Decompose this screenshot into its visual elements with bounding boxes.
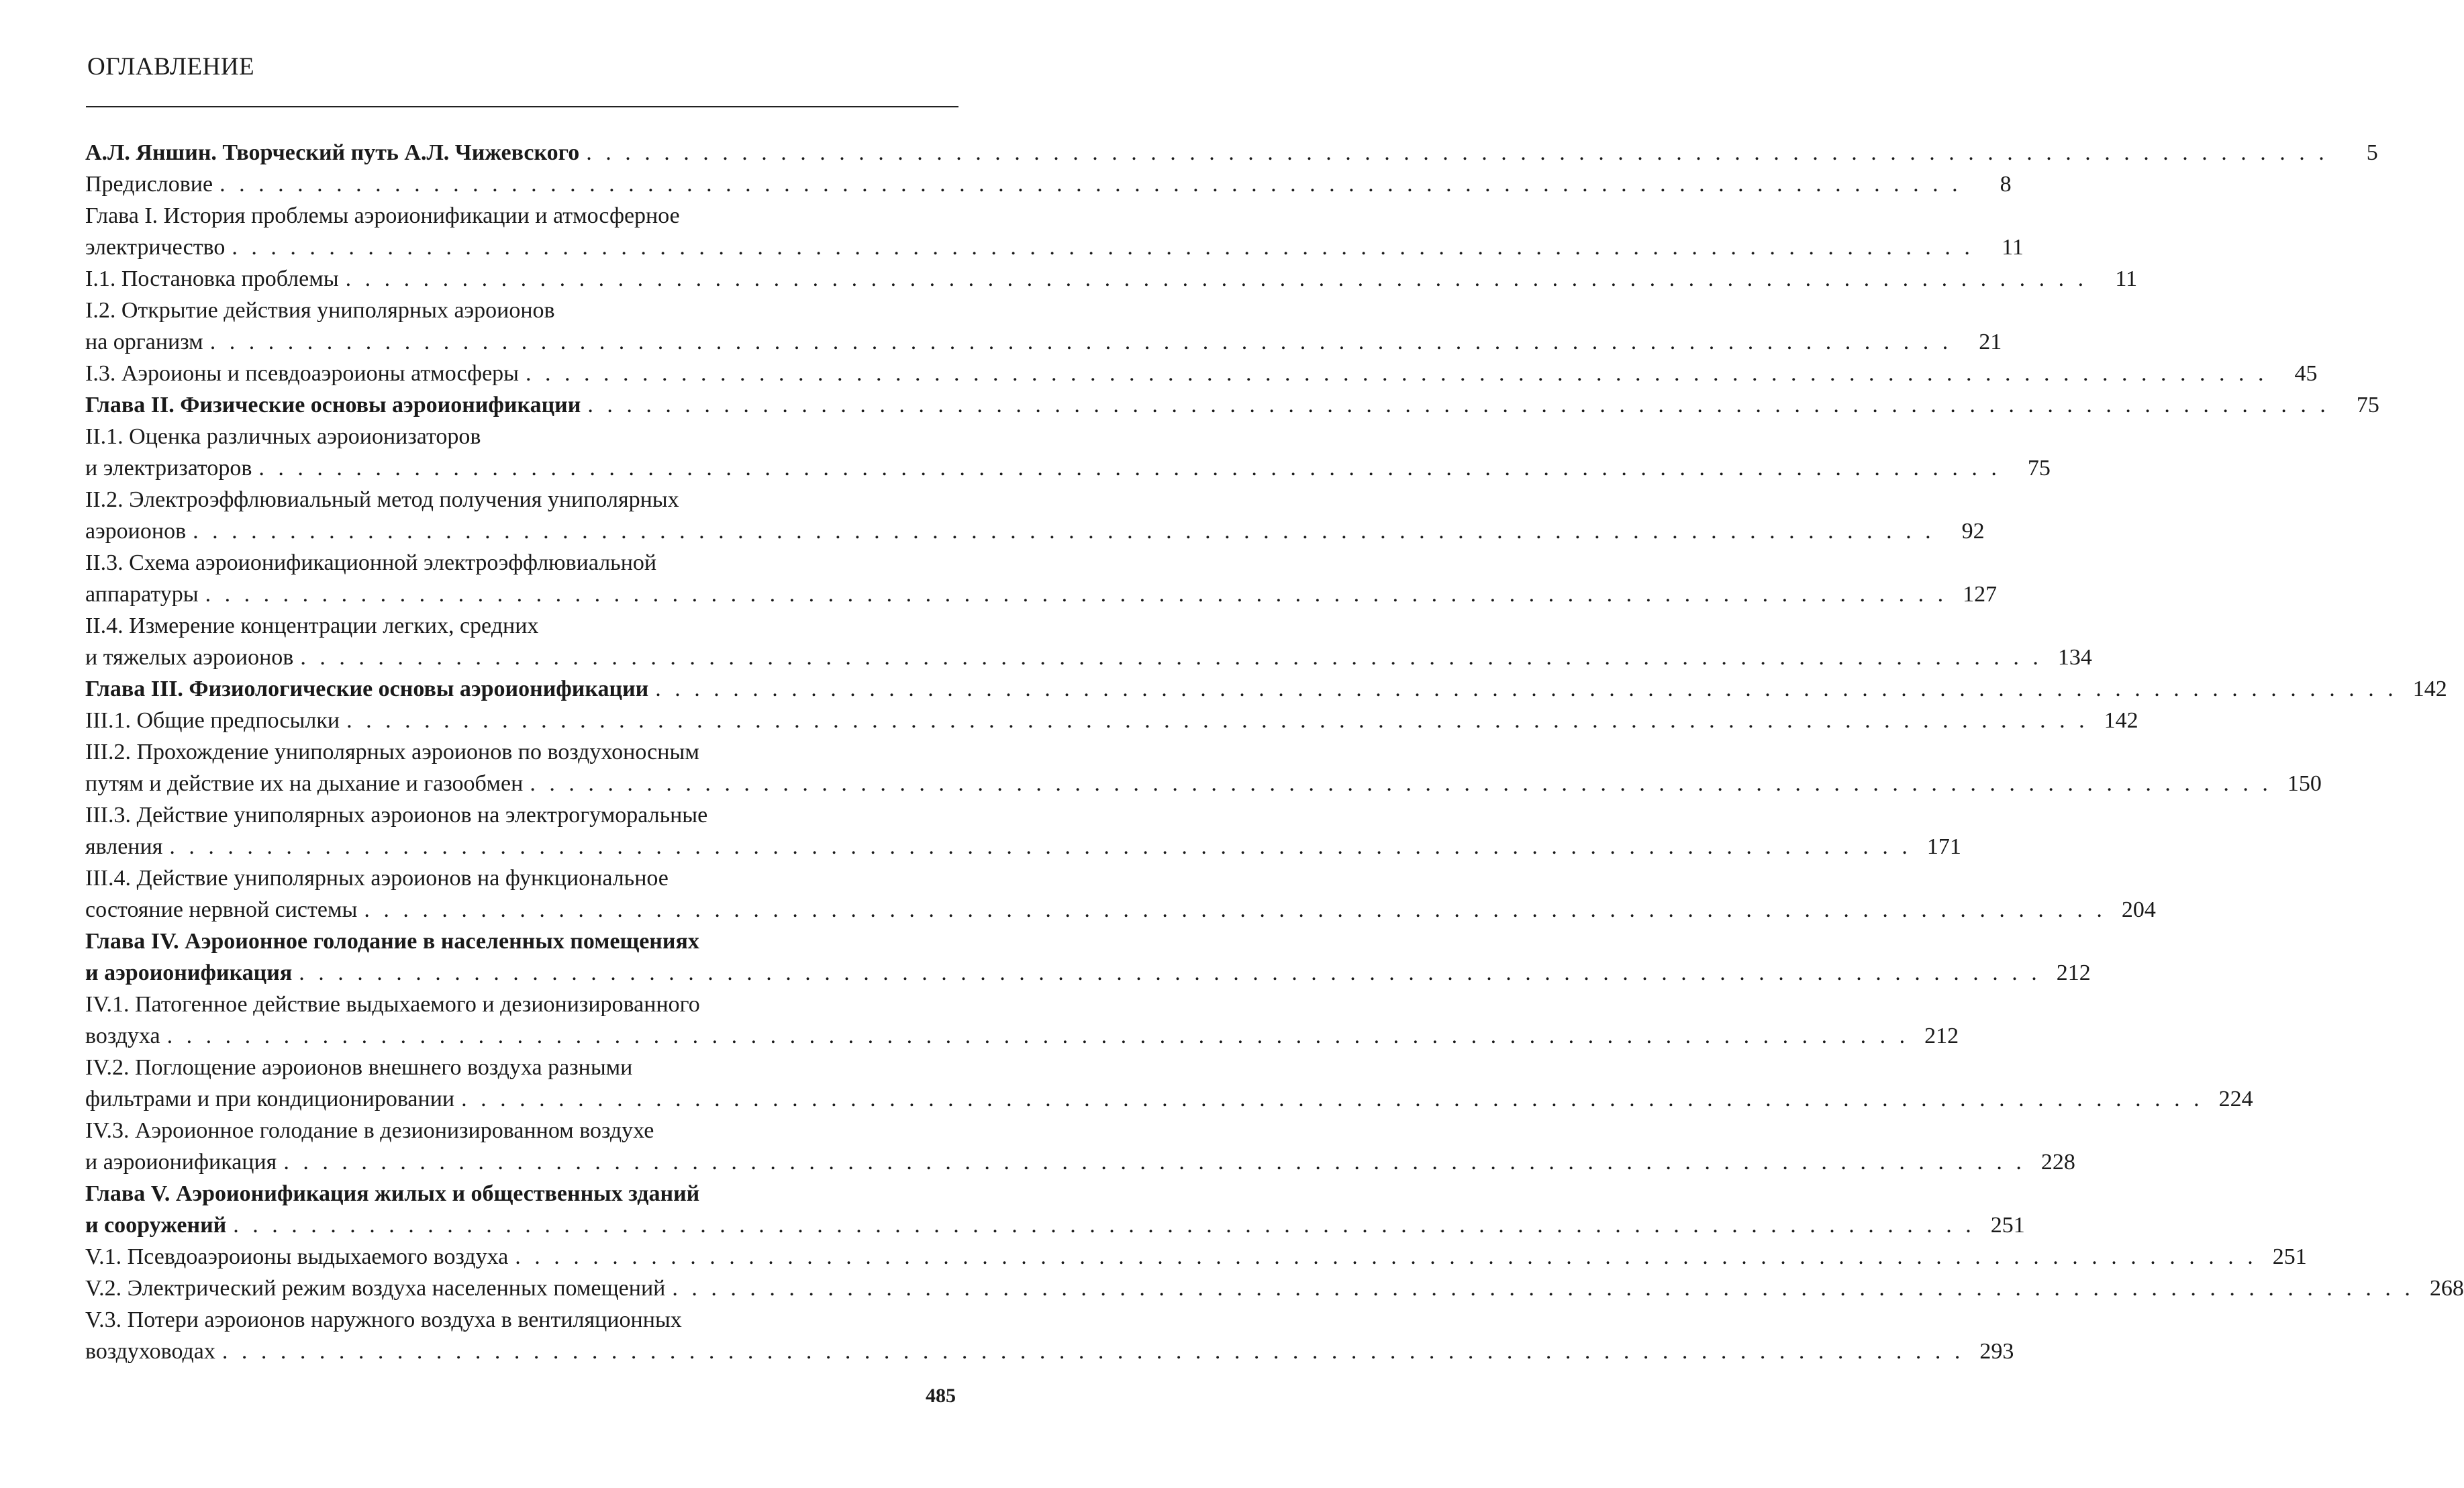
toc-entry xyxy=(85,610,2092,673)
toc-entry-row xyxy=(85,705,2138,736)
toc-entry-page: 251 xyxy=(1990,1213,2025,1238)
toc-entry-row xyxy=(85,768,2322,799)
toc-entry-title-line: IV.3. Аэроионное голодание в дезионизированном воздухе xyxy=(85,1118,654,1143)
toc-entry xyxy=(85,705,2138,736)
toc-entry-page: 21 xyxy=(1979,330,2002,354)
toc-entry-title-line: V.2. Электрический режим воздуха населенных помещений xyxy=(85,1276,666,1301)
toc-entry xyxy=(85,1115,2075,1178)
toc-entry xyxy=(85,673,2447,705)
toc-entry-title-line: воздуховодах xyxy=(85,1339,215,1364)
toc-entry-page: 75 xyxy=(2356,393,2379,417)
toc-entry-title-line: I.2. Открытие действия униполярных аэроионов xyxy=(85,298,555,323)
toc-entry-page: 11 xyxy=(2002,235,2024,260)
toc-entry-row xyxy=(85,168,2012,200)
toc-entry xyxy=(85,989,1959,1052)
dot-leader xyxy=(579,137,2331,168)
toc-entry-title-line: состояние нервной системы xyxy=(85,897,358,922)
page-number: 485 xyxy=(926,1385,956,1407)
toc-entry-row xyxy=(85,1083,2253,1115)
toc-entry-title-line: Глава IV. Аэроионное голодание в населенных помещениях xyxy=(85,929,699,954)
dot-leader xyxy=(225,232,1977,263)
dot-leader xyxy=(277,1146,2028,1178)
toc-entry-title-line: явления xyxy=(85,834,163,859)
toc-entry-title-line: III.2. Прохождение униполярных аэроионов по воздухоносным xyxy=(85,740,699,764)
toc-entry-row xyxy=(85,263,2138,295)
toc-entry-title-line: Глава II. Физические основы аэроионификации xyxy=(85,393,581,417)
toc-entry xyxy=(85,484,1985,547)
toc-entry-page: 11 xyxy=(2115,266,2138,291)
page-title: ОГЛАВЛЕНИЕ xyxy=(87,53,255,81)
toc-entry-page: 293 xyxy=(1979,1339,2014,1364)
dot-leader xyxy=(292,957,2044,989)
toc-entry xyxy=(85,799,1961,862)
toc-entry-page: 171 xyxy=(1926,834,1961,859)
toc-entry-title-line: II.1. Оценка различных аэроионизаторов xyxy=(85,424,481,449)
dot-leader xyxy=(203,326,1955,358)
toc-entry-title-line: аэроионов xyxy=(85,519,187,544)
toc-entry-row xyxy=(85,232,2024,263)
toc-entry-title-line: путям и действие их на дыхание и газообмен xyxy=(85,771,524,796)
toc-entry-title-line: II.4. Измерение концентрации легких, средних xyxy=(85,613,539,638)
toc-entry-title-line: электричество xyxy=(85,235,226,260)
toc-entry-title-line: I.1. Постановка проблемы xyxy=(85,266,339,291)
toc-entry-title-line: и аэроионификация xyxy=(85,1150,277,1175)
toc-entry-row xyxy=(85,957,2091,989)
toc-entry xyxy=(85,137,2378,168)
dot-leader xyxy=(508,1241,2260,1273)
toc-entry xyxy=(85,736,2322,799)
toc-entry xyxy=(85,421,2051,484)
dot-leader xyxy=(648,673,2400,705)
dot-leader xyxy=(340,705,2091,736)
toc-entry-title-line: IV.1. Патогенное действие выдыхаемого и дезионизированного xyxy=(85,992,700,1017)
toc-entry-row xyxy=(85,326,2002,358)
toc-entry-page: 142 xyxy=(2412,677,2447,701)
dot-leader xyxy=(252,452,2004,484)
toc-entry-title-line: II.3. Схема аэроионификационной электроэффлювиальной xyxy=(85,550,657,575)
dot-leader xyxy=(160,1020,1912,1052)
toc-entry-title-line: А.Л. Яншин. Творческий путь А.Л. Чижевского xyxy=(85,140,580,165)
toc-entry xyxy=(85,200,2024,263)
dot-leader xyxy=(162,831,1914,862)
toc-entry-title-line: аппаратуры xyxy=(85,582,199,607)
toc-entry xyxy=(85,862,2156,926)
toc-entry-page: 127 xyxy=(1963,582,1998,607)
toc-entry xyxy=(85,1178,2025,1241)
toc-entry xyxy=(85,263,2138,295)
toc-entry-row xyxy=(85,642,2092,673)
toc-entry-title-line: на организм xyxy=(85,330,203,354)
toc-entry xyxy=(85,295,2002,358)
toc-entry-row xyxy=(85,831,1961,862)
toc-entry-title-line: Глава III. Физиологические основы аэроионификации xyxy=(85,677,649,701)
toc-entry-title-line: воздуха xyxy=(85,1024,160,1048)
dot-leader xyxy=(226,1209,1978,1241)
toc-entry-title-line: IV.2. Поглощение аэроионов внешнего воздуха разными xyxy=(85,1055,633,1080)
toc-entry-row xyxy=(85,1209,2025,1241)
dot-leader xyxy=(186,515,1938,547)
toc-entry xyxy=(85,1273,2464,1304)
dot-leader xyxy=(213,168,1965,200)
toc-entry-page: 5 xyxy=(2366,140,2378,165)
toc-entry-title-line: I.3. Аэроионы и псевдоаэроионы атмосферы xyxy=(85,361,520,386)
dot-leader xyxy=(293,642,2045,673)
toc-entry xyxy=(85,926,2091,989)
toc-entry-title-line: II.2. Электроэффлювиальный метод получения униполярных xyxy=(85,487,679,512)
toc-entry-page: 134 xyxy=(2057,645,2092,670)
toc-entry-row xyxy=(85,515,1985,547)
toc-entry-title-line: и электризаторов xyxy=(85,456,252,481)
toc-entry-page: 8 xyxy=(2000,172,2012,197)
toc-entry xyxy=(85,1052,2253,1115)
toc-entry-title-line: Глава V. Аэроионификация жилых и общественных зданий xyxy=(85,1181,700,1206)
toc-entry-page: 224 xyxy=(2218,1087,2253,1111)
toc-entry xyxy=(85,358,2318,389)
dot-leader xyxy=(519,358,2271,389)
toc-entry xyxy=(85,547,1998,610)
toc-entry-row xyxy=(85,389,2379,421)
dot-leader xyxy=(454,1083,2206,1115)
dot-leader xyxy=(215,1336,1967,1367)
toc-entry-page: 142 xyxy=(2104,708,2138,733)
toc-entry-title-line: V.3. Потери аэроионов наружного воздуха в вентиляционных xyxy=(85,1307,682,1332)
dot-leader xyxy=(581,389,2332,421)
toc-entry xyxy=(85,1241,2307,1273)
toc-entry-page: 204 xyxy=(2121,897,2156,922)
toc-entry-page: 92 xyxy=(1961,519,1985,544)
dot-leader xyxy=(665,1273,2417,1304)
dot-leader xyxy=(357,894,2109,926)
toc-entry-row xyxy=(85,452,2051,484)
title-divider xyxy=(86,106,958,107)
toc-entry-row xyxy=(85,579,1998,610)
toc-entry-title-line: Глава I. История проблемы аэроионификации и атмосферное xyxy=(85,203,680,228)
toc-entry xyxy=(85,1304,2014,1367)
toc-entry-title-line: V.1. Псевдоаэроионы выдыхаемого воздуха xyxy=(85,1244,509,1269)
toc-entry-page: 228 xyxy=(2040,1150,2075,1175)
toc-entry-row xyxy=(85,1273,2464,1304)
toc-entry-row xyxy=(85,1146,2075,1178)
toc-entry-title-line: Предисловие xyxy=(85,172,213,197)
toc-entry-page: 251 xyxy=(2272,1244,2307,1269)
toc-entry-page: 212 xyxy=(1924,1024,1959,1048)
toc-entry-title-line: III.3. Действие униполярных аэроионов на электрогуморальные xyxy=(85,803,708,828)
toc-entry xyxy=(85,168,2012,200)
toc-entry-row xyxy=(85,137,2378,168)
toc-entry-title-line: и тяжелых аэроионов xyxy=(85,645,294,670)
dot-leader xyxy=(199,579,1951,610)
toc-entry-row xyxy=(85,673,2447,705)
toc-entry-page: 212 xyxy=(2056,960,2091,985)
toc-entry-page: 150 xyxy=(2287,771,2322,796)
toc-entry-title-line: фильтрами и при кондиционировании xyxy=(85,1087,455,1111)
toc-entry-title-line: III.1. Общие предпосылки xyxy=(85,708,340,733)
dot-leader xyxy=(339,263,2091,295)
toc-entry-page: 75 xyxy=(2027,456,2051,481)
toc-entry-title-line: и сооружений xyxy=(85,1213,227,1238)
toc-entry-row xyxy=(85,1020,1959,1052)
toc-entry xyxy=(85,389,2379,421)
toc-entry-page: 268 xyxy=(2429,1276,2464,1301)
toc-entry-page: 45 xyxy=(2294,361,2318,386)
table-of-contents xyxy=(85,137,2464,1367)
toc-entry-title-line: и аэроионификация xyxy=(85,960,293,985)
toc-entry-row xyxy=(85,894,2156,926)
toc-entry-row xyxy=(85,1241,2307,1273)
toc-entry-title-line: III.4. Действие униполярных аэроионов на функциональное xyxy=(85,866,669,891)
dot-leader xyxy=(523,768,2275,799)
toc-entry-row xyxy=(85,1336,2014,1367)
toc-entry-row xyxy=(85,358,2318,389)
